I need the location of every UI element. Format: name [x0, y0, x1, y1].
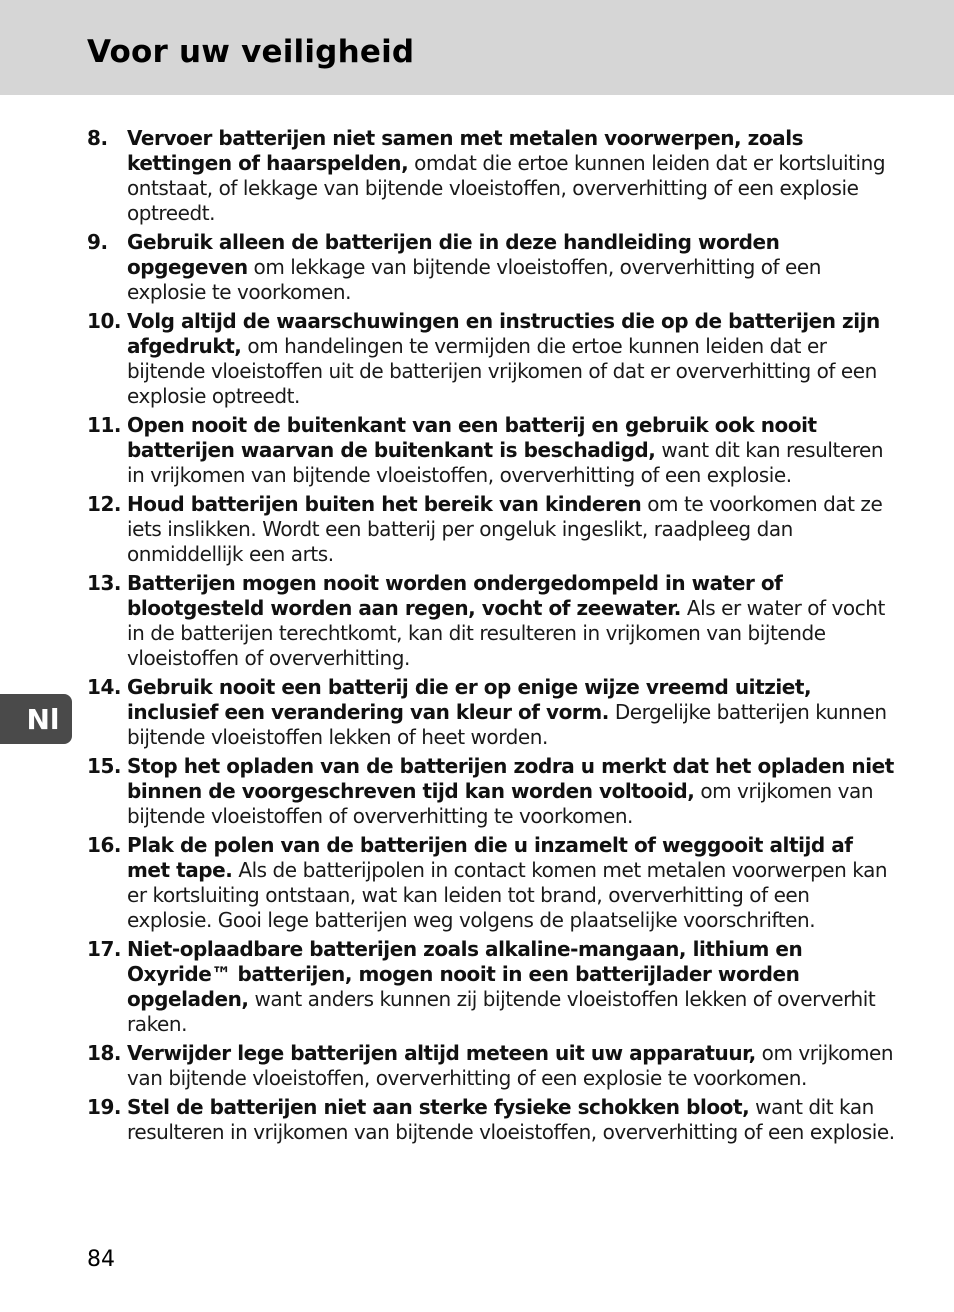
warning-number: 18. [87, 1041, 122, 1065]
warning-text: Als de batterijpolen in contact komen met metalen voorwerpen kan er kortsluiting ontstaan, wat kan leiden tot brand, oververhitting of een explosie. Gooi lege batterijen weg volgens de plaatselijke voorschriften. [127, 858, 888, 932]
warning-number: 16. [87, 833, 122, 857]
warning-text: omdat die ertoe kunnen leiden dat er kortsluiting ontstaat, of lekkage van bijtende vloeistoffen, oververhitting of een explosie optreedt. [127, 151, 886, 225]
warning-heading: Houd batterijen buiten het bereik van kinderen [127, 492, 642, 516]
warning-number: 10. [87, 309, 122, 333]
warning-text: om vrijkomen van bijtende vloeistoffen of oververhitting te voorkomen. [127, 779, 874, 828]
warning-text: want dit kan resulteren in vrijkomen van bijtende vloeistoffen, oververhitting of een explosie. [127, 438, 884, 487]
warning-heading: Open nooit de buitenkant van een batterij en gebruik ook nooit batterijen waarvan de buitenkant is beschadigd, [127, 413, 817, 462]
warning-item [87, 413, 895, 488]
warning-heading: Plak de polen van de batterijen die u inzamelt of weggooit altijd af met tape. [127, 833, 853, 882]
warning-text: Dergelijke batterijen kunnen bijtende vloeistoffen lekken of heet worden. [127, 700, 887, 749]
warning-number: 8. [87, 126, 108, 150]
warning-text: om lekkage van bijtende vloeistoffen, oververhitting of een explosie te voorkomen. [127, 255, 821, 304]
warning-number: 15. [87, 754, 122, 778]
warning-item [87, 754, 895, 829]
language-tab: Nl [0, 694, 72, 744]
warning-item [87, 675, 895, 750]
warnings-list [87, 126, 895, 1149]
warning-heading: Volg altijd de waarschuwingen en instructies die op de batterijen zijn afgedrukt, [127, 309, 880, 358]
warning-item [87, 1095, 895, 1145]
warning-text: want anders kunnen zij bijtende vloeistoffen lekken of oververhit raken. [127, 987, 876, 1036]
warning-text: want dit kan resulteren in vrijkomen van bijtende vloeistoffen, oververhitting of een explosie. [127, 1095, 895, 1144]
warning-heading: Gebruik alleen de batterijen die in deze handleiding worden opgegeven [127, 230, 780, 279]
warning-item [87, 492, 895, 567]
warning-heading: Vervoer batterijen niet samen met metalen voorwerpen, zoals kettingen of haarspelden, [127, 126, 804, 175]
warning-number: 14. [87, 675, 122, 699]
warning-heading: Niet-oplaadbare batterijen zoals alkaline-mangaan, lithium en Oxyride™ batterijen, mogen nooit in een batterijlader worden opgeladen, [127, 937, 803, 1011]
warning-item [87, 309, 895, 409]
warning-item [87, 230, 895, 305]
warning-item [87, 1041, 895, 1091]
warning-item [87, 571, 895, 671]
page-title: Voor uw veiligheid [87, 34, 415, 70]
warning-item [87, 937, 895, 1037]
warning-number: 9. [87, 230, 108, 254]
warning-text: om vrijkomen van bijtende vloeistoffen, oververhitting of een explosie te voorkomen. [127, 1041, 894, 1090]
warning-item [87, 126, 895, 226]
header-band [0, 0, 954, 95]
warning-text: Als er water of vocht in de batterijen terechtkomt, kan dit resulteren in vrijkomen van bijtende vloeistoffen of oververhitting. [127, 596, 885, 670]
warning-heading: Verwijder lege batterijen altijd meteen uit uw apparatuur, [127, 1041, 756, 1065]
warning-number: 19. [87, 1095, 122, 1119]
warning-heading: Gebruik nooit een batterij die er op enige wijze vreemd uitziet, inclusief een verandering van kleur of vorm. [127, 675, 812, 724]
warning-number: 13. [87, 571, 122, 595]
warning-heading: Stel de batterijen niet aan sterke fysieke schokken bloot, [127, 1095, 750, 1119]
warning-heading: Stop het opladen van de batterijen zodra u merkt dat het opladen niet binnen de voorgeschreven tijd kan worden voltooid, [127, 754, 894, 803]
warning-heading: Batterijen mogen nooit worden ondergedompeld in water of blootgesteld worden aan regen, vocht of zeewater. [127, 571, 783, 620]
warning-text: om handelingen te vermijden die ertoe kunnen leiden dat er bijtende vloeistoffen uit de batterijen vrijkomen of dat er oververhitting of een explosie optreedt. [127, 334, 877, 408]
warning-number: 12. [87, 492, 122, 516]
page-number: 84 [87, 1247, 115, 1272]
warning-item [87, 833, 895, 933]
warning-text: om te voorkomen dat ze iets inslikken. Wordt een batterij per ongeluk ingeslikt, raadpleeg dan onmiddellijk een arts. [127, 492, 883, 566]
warning-number: 17. [87, 937, 122, 961]
warning-number: 11. [87, 413, 122, 437]
